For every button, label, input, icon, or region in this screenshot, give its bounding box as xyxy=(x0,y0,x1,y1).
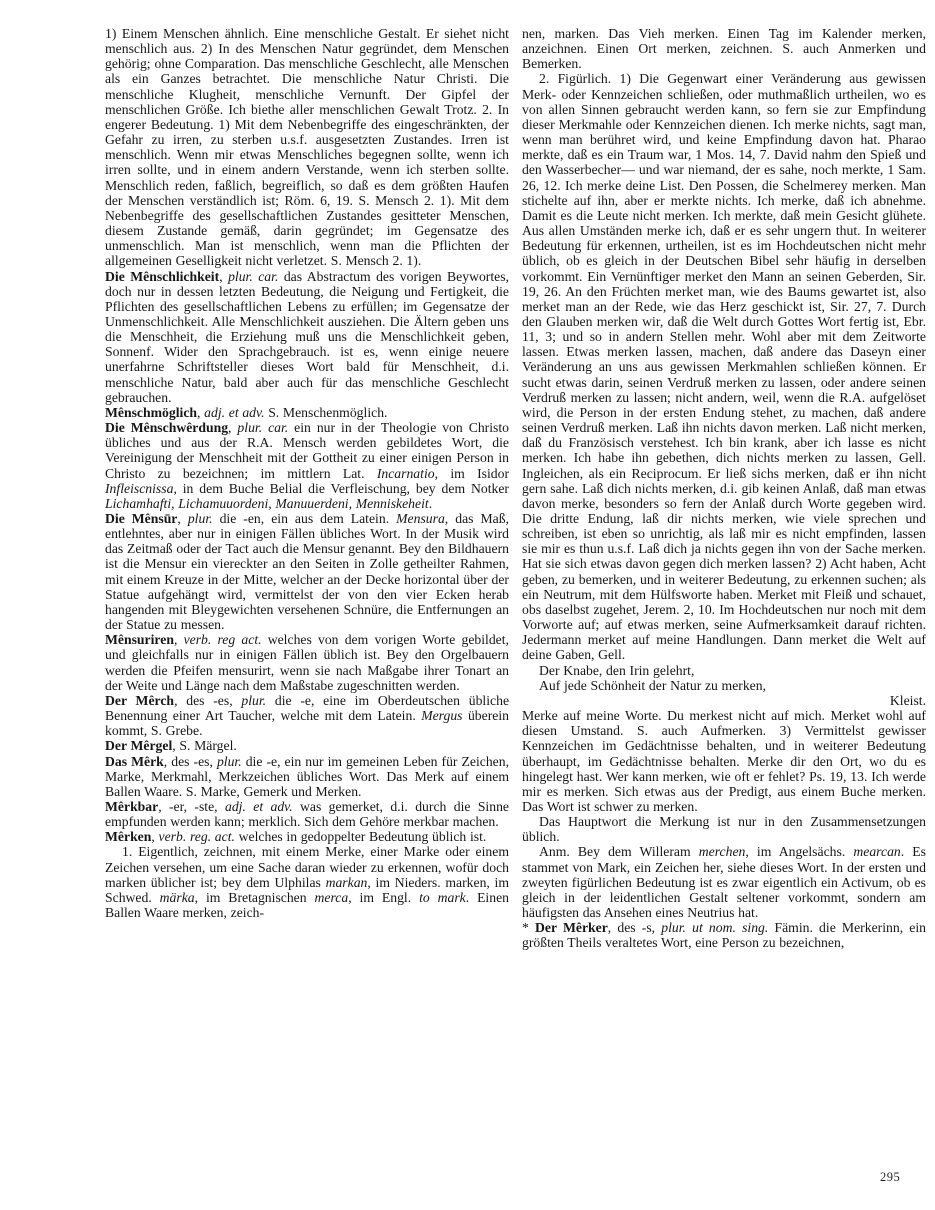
text-segment: 1. Eigentlich, zeichnen, mit einem Merke, einer Marke oder einem Zeichen versehen, um eine Sache daran wieder zu erkennen, wofür doch marken üblicher ist; bey dem Ulphilas xyxy=(105,844,509,890)
text-segment: , xyxy=(173,632,184,648)
text-segment: . xyxy=(428,495,433,511)
text-segment: , des -s, xyxy=(607,920,662,936)
dictionary-entry xyxy=(105,269,509,405)
grammar-label: adj. et adv. xyxy=(204,404,265,420)
grammar-label: plur. car. xyxy=(228,268,279,284)
grammar-label: Infleiscnissa xyxy=(105,480,174,496)
grammar-label: merca xyxy=(314,889,349,905)
grammar-label: Mergus xyxy=(421,708,463,724)
text-segment: , im Bretagnischen xyxy=(194,889,315,905)
dictionary-entry xyxy=(105,511,509,632)
text-segment: nen, marken. Das Vieh merken. Einen Tag im Kalender merken, anzeichnen. Einen Ort merken, zeichnen. S. auch Anmerken und Bemerken. xyxy=(522,26,926,72)
text-segment: , das Maß, entlehntes, aber nur in einigen Fällen übliches Wort. In der Musik wird das Zeitmaß oder der Tact auch die Mensur genannt. Bey den Bildhauern ist die Mensur ein viereckter an den Seiten in Zolle getheilter Rahmen, mit einem Kreuze in der Mitte, welcher an der Decke horizontal über der Statue aufgehängt wird, vermittelst der von den vier Ecken herab hangenden mit Bleygewichten versehenen Schnüre, die Entfernungen an der Statue zu messen. xyxy=(105,511,509,633)
text-segment: , im Nieders. marken, im Schwed. xyxy=(105,874,510,905)
headword: Die Mênschlichkeit xyxy=(105,268,220,284)
grammar-label: verb. reg act. xyxy=(183,632,262,648)
text-segment: Anm. Bey dem Willeram xyxy=(539,844,699,860)
text-segment: überein kommt, S. Grebe. xyxy=(105,708,509,739)
headword: Der Mêrgel xyxy=(105,738,173,754)
text-segment: was gemerket, d.i. durch die Sinne empfunden werden kann; merklich. Sich dem Gehöre merkbar machen. xyxy=(105,798,509,830)
text-segment: , xyxy=(228,420,238,436)
paragraph xyxy=(105,844,509,920)
dictionary-entry xyxy=(105,799,509,829)
text-segment: Der Knabe, den Irin gelehrt, xyxy=(539,662,695,678)
grammar-label: plur. xyxy=(216,753,242,769)
text-segment: 2. Figürlich. 1) Die Gegenwart einer Veränderung aus gewissen Merk- oder Kennzeichen schließen, oder muthmaßlich urtheilen, wo es von allen Sinnen gebraucht werden kann, so fern sie zur Empfindung dieser Merkmahle oder Kennzeichen dienen. Ich merke nichts, sagt man, wenn man berühret wird, und keine Empfindung davon hat. Pharao merkte, daß es ein Traum war, 1 Mos. 14, 7. David nahm den Spieß und den Wasserbecher— und war niemand, der es sahe, noch merkte, 1 Sam. 26, 12. Ich merke deine List. Den Possen, die Schelmerey merken. Man stichelte auf ihn, aber er merkte nichts. Ich merke, daß ich abnehme. Damit es die Leute nicht merken. Ich merkte, daß mein Gesicht glühete. Aus allen Umständen merke ich, daß er es sehr ungern thut. In weiterer Bedeutung für erkennen, urtheilen, ist es im Hochdeutschen nicht mehr üblich, ob es gleich in der Deutschen Bibel sehr häufig in derselben vorkommt. Ein Vernünftiger merket den Mann an seinen Geberden, Sir. 19, 26. An den Früchten merket man, wie des Baums gewartet ist, also merket man an der Rede, wie das Herz geschickt ist, Sir. 27, 7. Durch den Glauben merken wir, daß die Welt durch Gottes Wort fertig ist, Ebr. 11, 3; und so in andern Stellen mehr. Wohl aber mit dem Zeitworte lassen. Etwas merken lassen, machen, daß andere das Daseyn einer Veränderung an uns aus gewissen Merkmahlen schließen können. Er sucht etwas darin, seinen Verdruß merken zu lassen, oder andere seinen Verdruß merken zu lassen; nicht andern, weil, wenn die R.A. aufgelöset wird, die Person in der ersten Endung stehet, zu machen, daß andere seinen Verdruß merken. Laß ihn nichts davon merken. Laß nicht merken, daß du Französisch verstehest. Ich bin krank, aber ich lasse es nicht merken. Ich habe ihn gebethen, dich nichts merken zu lassen, Gell. Ingleichen, als ein Reciprocum. Er ließ sichs merken, daß er ihn nicht gern sahe. Laß dich nichts merken, d.i. gib keinen Anlaß, daß man etwas davon merke, besonders so fern der Anlaß durch Worte gegeben wird. Die dritte Endung, laß dir nichts merken, wie viele sprechen und schreiben, ist eben so unrichtig, als laß mir es nicht empfinden, lassen sie mir es thun u.s.f. Laß dich ja nichts gegen ihn von der Sache merken. Hat sie sich etwas davon gegen dich merken lassen? 2) Acht haben, Acht geben, zu bemerken, und in weiterer Bedeutung, zu erkennen suchen; als ein Neutrum, mit dem Hülfsworte haben. Merket mit Fleiß und schauet, obs daselbst zugehet, Jerem. 2, 10. Im Hochdeutschen nur noch mit dem Vorworte auf; auf etwas merken, seine Aufmerksamkeit darauf richten. Jedermann merket auf meine Handlungen. Dann merket die Welt auf deine Gaben, Gell. xyxy=(522,71,926,663)
text-segment: ein nur in der Theologie von Christo übliches und aus der R.A. Mensch werden gebildetes Wort, die Vereinigung der Menschheit mit der Gottheit zu einer einigen Person in Christo zu bezeichnen; im mittlern Lat. xyxy=(105,420,509,481)
grammar-label: Incarnatio xyxy=(376,465,435,481)
text-segment: die -e, ein nur im gemeinen Leben für Zeichen, Marke, Merkmahl, Merkzeichen übliches Wort. Das Merk auf einem Ballen Waare. S. Marke, Gemerk und Merken. xyxy=(105,753,510,799)
text-segment: . Einen Ballen Waare merken, zeich- xyxy=(105,889,509,921)
text-segment: die -en, ein aus dem Latein. xyxy=(212,511,397,526)
verse-line xyxy=(522,663,926,678)
text-segment: welches in gedoppelter Bedeutung üblich ist. xyxy=(234,829,487,845)
text-segment: , S. Märgel. xyxy=(172,738,237,754)
text-segment: . Es stammet von Mark, ein Zeichen her, siehe dieses Wort. In der ersten und zweyten figürlichen Bedeutung ist es zwar eigentlich ein Activum, ob es gleich in der leidentlichen Gestalt seltener vorkommt, sondern am häufigsten das Ansehen eines Neutrius hat. xyxy=(522,844,926,921)
text-segment: , des -es, xyxy=(174,692,242,708)
text-segment: Das Hauptwort die Merkung ist nur in den Zusammensetzungen üblich. xyxy=(522,814,926,845)
text-segment: * xyxy=(522,920,536,936)
paragraph xyxy=(522,844,926,920)
dictionary-entry xyxy=(105,754,509,799)
left-column xyxy=(105,26,509,951)
text-segment: , des -es, xyxy=(163,753,217,769)
headword: Mênschmöglich xyxy=(105,404,198,420)
page-number: 295 xyxy=(880,1170,901,1184)
grammar-label: plur. xyxy=(187,511,213,526)
grammar-label: mearcan xyxy=(853,844,901,860)
grammar-label: markan xyxy=(325,874,368,890)
text-segment: Auf jede Schönheit der Natur zu merken, xyxy=(539,677,767,693)
dictionary-entry xyxy=(105,632,509,693)
text-segment: , xyxy=(151,829,159,845)
grammar-label: Mensura xyxy=(396,511,445,526)
text-segment: Kleist. xyxy=(889,692,926,708)
text-segment: Fämin. die Merkerinn, ein größten Theils veraltetes Wort, eine Person zu bezeichnen, xyxy=(522,920,926,951)
paragraph xyxy=(105,26,509,269)
text-segment: Merke auf meine Worte. Du merkest nicht auf mich. Merket wohl auf diesen Umstand. S. auch Aufmerken. 3) Vermittelst gewisser Kennzeichen im Gedächtnisse behalten, und in weiterer Bedeutung überhaupt, im Gedächtnisse behalten. Merke dir den Ort, wo du es hingelegt hast. Wer kann merken, wie oft er fehlet? Ps. 19, 13. Ich werde mir es merken. Sich etwas aus der Predigt, aus einem Buche merken. Das Wort ist schwer zu merken. xyxy=(522,708,926,814)
text-segment: , xyxy=(219,268,229,284)
grammar-label: plur. ut nom. sing. xyxy=(661,920,769,936)
dictionary-entry xyxy=(105,405,509,420)
text-segment: , xyxy=(197,404,205,420)
paragraph xyxy=(522,71,926,662)
text-segment: , im Engl. xyxy=(348,889,420,905)
verse-line xyxy=(522,678,926,693)
grammar-label: adj. et adv. xyxy=(224,798,293,814)
grammar-label: to mark xyxy=(419,889,466,905)
paragraph xyxy=(522,708,926,814)
text-segment: , in dem Buche Belial die Verfleischung, bey dem Notker xyxy=(173,480,509,496)
text-segment: , im Angelsächs. xyxy=(745,844,854,860)
dictionary-entry xyxy=(105,420,509,511)
text-segment: S. Menschenmöglich. xyxy=(264,404,388,420)
headword: Die Mênschwêrdung xyxy=(105,420,229,436)
text-segment: die -e, eine im Oberdeutschen übliche Benennung einer Art Taucher, welche mit dem Latein. xyxy=(105,692,510,724)
text-segment: , xyxy=(177,511,188,526)
text-segment: welches von dem vorigen Worte gebildet, und gleichfalls nur in einigen Fällen üblich ist. Bey den Orgelbauern werden die Pfeifen mensurirt, wenn sie nach Maßgabe ihrer Tonart an der Weite und Länge nach dem Maßstabe zugeschnitten werden. xyxy=(105,632,509,693)
text-columns xyxy=(105,26,926,951)
dictionary-entry xyxy=(522,920,926,950)
text-segment: , -er, -ste, xyxy=(158,798,225,814)
dictionary-entry xyxy=(105,738,509,753)
dictionary-entry xyxy=(105,829,509,844)
grammar-label: märka xyxy=(159,889,195,905)
grammar-label: verb. reg. act. xyxy=(158,829,235,845)
text-segment: das Abstractum des vorigen Beywortes, doch nur in dessen letzten Bedeutung, die Neigung und Fertigkeit, die Pflichten des gesellschaftlichen Lebens zu erfüllen; im Gegensatze der Unmenschlichkeit. Alle Menschlichkeit ausziehen. Die Ältern geben uns die Menschheit, die Erziehung muß uns die Menschlichkeit geben, Sonnenf. Wider den Sprachgebrauch. ist es, wenn einige neuere unerfahrne Schriftsteller dieses Wort bald für Menschheit, d.i. menschliche Natur, bald aber auch für das menschliche Geschlecht gebrauchen. xyxy=(105,268,509,405)
grammar-label: plur. car. xyxy=(237,420,289,436)
dictionary-entry xyxy=(105,693,509,738)
grammar-label: plur. xyxy=(241,692,267,708)
headword: Der Mêrch xyxy=(105,692,175,708)
headword: Die Mênsūr xyxy=(105,511,178,526)
headword: Das Mêrk xyxy=(105,753,164,769)
grammar-label: merchen xyxy=(698,844,746,860)
right-column xyxy=(522,26,926,951)
headword: Mêrkbar xyxy=(105,798,159,814)
grammar-label: Lichamhafti, Lichamuuordeni, Manuuerdeni, Menniskeheit xyxy=(105,495,429,511)
headword: Mêrken xyxy=(105,829,152,845)
verse-attribution xyxy=(522,693,926,708)
headword: Mênsuriren xyxy=(105,632,174,648)
text-segment: 1) Einem Menschen ähnlich. Eine menschliche Gestalt. Er siehet nicht menschlich aus. 2) In des Menschen Natur gegründet, dem Menschen gehörig; ohne Comparation. Das menschliche Geschlecht, alle Menschen als ein Ganzes betrachtet. Die menschliche Natur Christi. Die menschliche Klugheit, menschliche Vernunft. Der Gipfel der menschlichen Größe. Ich biethe aller menschlichen Gewalt Trotz. 2. In engerer Bedeutung. 1) Mit dem Nebenbegriffe des eingeschränkten, der Gefahr zu irren, zu sterben u.s.f. ausgesetzten Zustandes. Irren ist menschlich. Wenn mir etwas Menschliches begegnen sollte, wenn ich irren sollte, und in einem andern Verstande, wenn ich sterben sollte. Menschlich reden, faßlich, begreiflich, so daß es dem größten Haufen der Menschen verständlich ist; Röm. 6, 19. S. Mensch 2. 1). Mit dem Nebenbegriffe des gesellschaftlichen Zustandes gesitteter Menschen, diesem Zustande gemäß, darin gegründet; im Gegensatze des unmenschlich. Man ist menschlich, wenn man die Pflichten der allgemeinen Geselligkeit nicht verletzet. S. Mensch 2. 1). xyxy=(105,26,509,269)
paragraph xyxy=(522,26,926,71)
headword: Der Mêrker xyxy=(535,920,608,936)
paragraph xyxy=(522,814,926,844)
text-segment: , im Isidor xyxy=(434,465,510,481)
